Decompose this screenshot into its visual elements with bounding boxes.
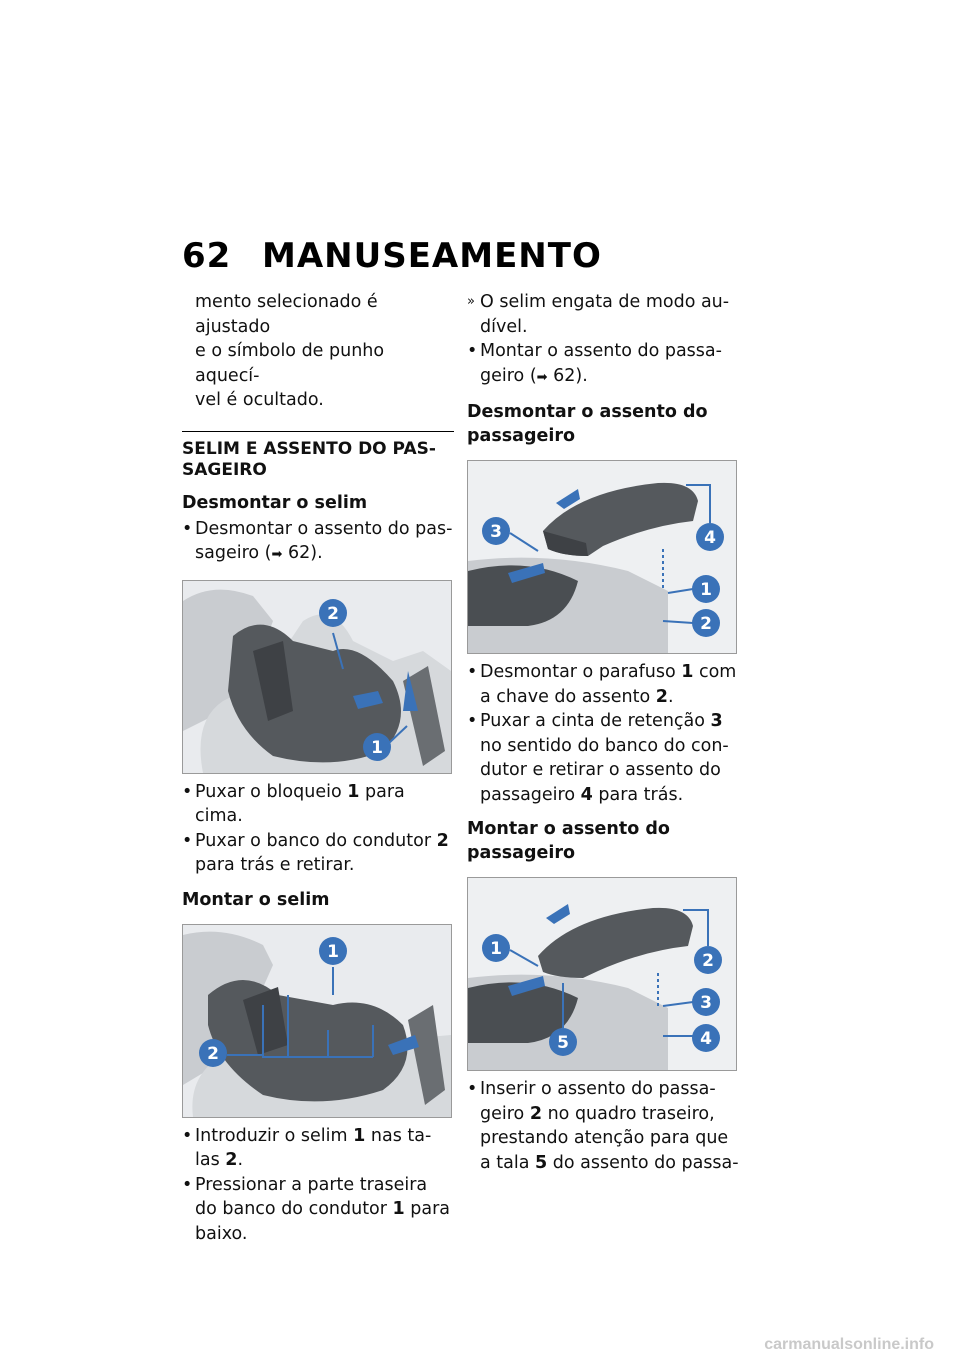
section-heading-line-1: SELIM E ASSENTO DO PAS- (182, 438, 436, 459)
figure-install-passenger-seat (467, 877, 737, 1071)
ref-number: 2 (225, 1150, 238, 1170)
ref-number: 2 (436, 830, 449, 851)
step-text: Pressionar a parte traseira do banco do condutor (195, 1174, 428, 1219)
step-press-seat (182, 1173, 454, 1247)
intro-line-2: e o símbolo de punho aquecí- (195, 341, 385, 386)
right-column (467, 290, 739, 1175)
intro-line-1: mento selecionado é ajustado (195, 292, 378, 337)
ref-number: 1 (681, 662, 694, 682)
callout-label: 2 (702, 951, 714, 971)
subheading-install-passenger-seat: Montar o assento do passageiro (467, 819, 670, 863)
intro-line-3: vel é ocultado. (195, 390, 324, 410)
step-text: no sentido do banco do con- dutor e retirar o assento do passageiro (480, 735, 729, 805)
step-insert-passenger-seat (467, 1077, 739, 1175)
callout-label: 2 (207, 1043, 219, 1064)
ref-number: 4 (580, 784, 593, 805)
step-text: Montar o assento do passa- geiro ( (480, 341, 722, 386)
watermark: carmanualsonline.info (764, 1336, 934, 1353)
result-arrow-icon: » (467, 294, 475, 309)
callout-label: 1 (327, 941, 339, 962)
step-install-passenger-seat (467, 339, 739, 390)
callout-label: 3 (700, 993, 712, 1013)
figure-install-seat (182, 924, 452, 1118)
page-header (182, 236, 602, 276)
result-text: O selim engata de modo au- dível. (480, 292, 730, 337)
result-seat-engages (467, 290, 739, 339)
page-ref-arrow-icon: ➡ (536, 369, 548, 385)
step-text: Puxar a cinta de retenção (480, 711, 711, 731)
callout-label: 5 (557, 1033, 569, 1053)
figure-remove-passenger-seat (467, 460, 737, 654)
ref-number: 1 (392, 1199, 405, 1219)
step-text: no quadro traseiro, prestando atenção para que a tala (480, 1103, 729, 1173)
callout-label: 1 (490, 939, 502, 959)
subheading-install-seat: Montar o selim (182, 889, 330, 910)
callout-label: 4 (704, 528, 716, 548)
ref-number: 3 (710, 711, 723, 731)
ref-number: 1 (347, 781, 360, 802)
step-text: Desmontar o assento do pas- sageiro ( (195, 518, 453, 563)
step-text: . (667, 686, 674, 707)
step-insert-seat (182, 1124, 454, 1173)
step-pull-seat (182, 829, 454, 878)
step-text: . (237, 1150, 244, 1170)
page-ref[interactable]: 62). (553, 365, 588, 386)
step-text: nas ta- las (195, 1125, 432, 1170)
step-text: para baixo. (195, 1199, 451, 1244)
step-text: Puxar o banco do condutor (195, 830, 437, 851)
step-remove-screw (467, 660, 739, 709)
step-text: para trás e retirar. (195, 855, 355, 875)
ref-number: 2 (529, 1103, 543, 1124)
page-ref-arrow-icon: ➡ (271, 547, 283, 562)
callout-label: 1 (371, 737, 383, 758)
callout-label: 2 (327, 603, 339, 624)
figure-remove-seat (182, 580, 452, 774)
page-title: MANUSEAMENTO (262, 236, 602, 276)
page-number: 62 (182, 236, 232, 276)
section-heading (182, 431, 454, 481)
section-heading-line-2: SAGEIRO (182, 459, 267, 480)
callout-label: 3 (490, 522, 502, 542)
ref-number: 2 (655, 686, 668, 707)
step-text: Introduzir o selim (195, 1125, 354, 1146)
step-text: do assento do passa- (547, 1152, 739, 1173)
step-text: para trás. (592, 784, 684, 805)
callout-label: 1 (700, 580, 712, 600)
step-text: com a chave do assento (480, 662, 737, 707)
page-ref[interactable]: 62). (287, 543, 323, 563)
callout-label: 2 (700, 614, 712, 634)
step-pull-lock (182, 780, 454, 829)
step-text: Inserir o assento do passa- geiro (480, 1079, 716, 1124)
subheading-remove-seat: Desmontar o selim (182, 492, 368, 513)
step-pull-strap (467, 709, 739, 807)
ref-number: 1 (353, 1125, 366, 1146)
step-text: Desmontar o parafuso (480, 662, 682, 682)
step-text: para cima. (195, 781, 405, 826)
callout-label: 4 (700, 1029, 712, 1049)
left-column (182, 290, 454, 1246)
step-remove-passenger-seat (182, 517, 454, 568)
step-text: Puxar o bloqueio (195, 781, 348, 802)
subheading-remove-passenger-seat: Desmontar o assento do passageiro (467, 402, 708, 446)
ref-number: 5 (535, 1152, 548, 1173)
